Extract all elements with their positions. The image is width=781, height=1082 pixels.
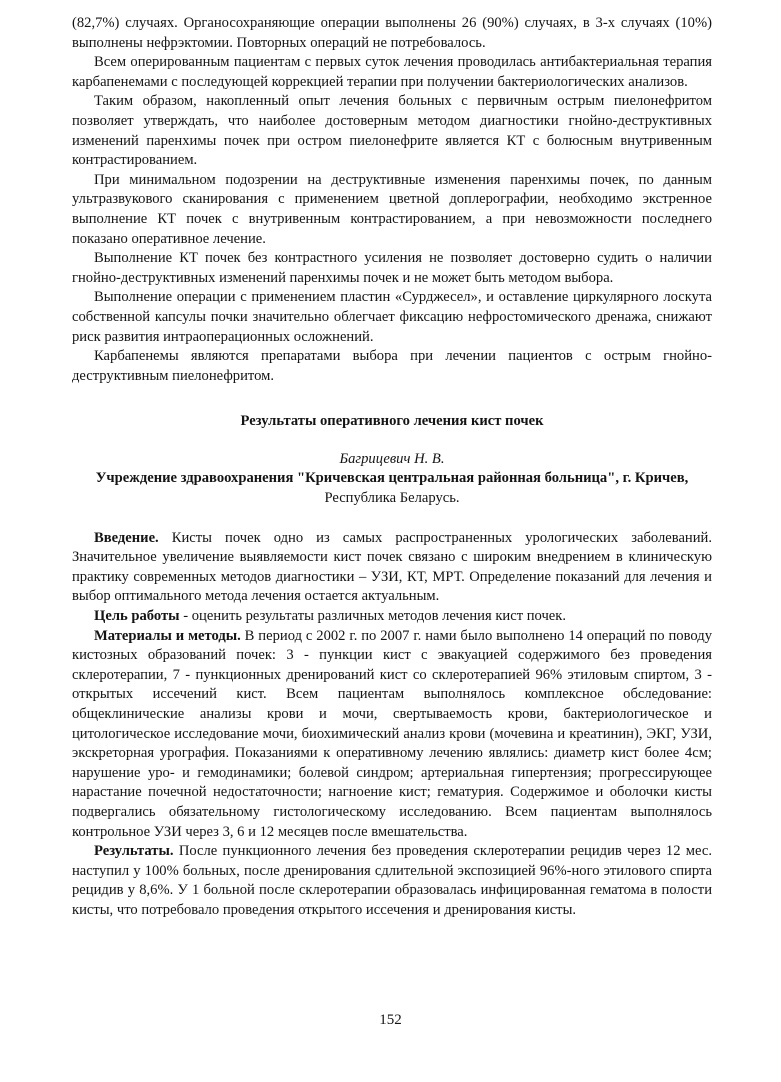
page-number: 152 bbox=[379, 1012, 402, 1028]
paragraph: (82,7%) случаях. Органосохраняющие операции выполнены 26 (90%) случаях, в 3-х случаях (10%) выполнены нефрэктомии. Повторных операций не потребовалось. bbox=[72, 15, 712, 51]
section-text: Кисты почек одно из самых распространенных урологических заболеваний. Значительное увеличение выявляемости кист почек связано с широким внедрением в клиническую практику современных методов диагностики – УЗИ, КТ, МРТ. Определение показаний для лечения и выбор оптимального метода лечения остается актуальным. bbox=[72, 529, 712, 605]
section-label: Материалы и методы. bbox=[94, 627, 241, 644]
article-affiliation-country: Республика Беларусь. bbox=[324, 490, 460, 507]
paragraph: Выполнение операции с применением пластин «Сурджесел», и оставление циркулярного лоскута собственной капсулы почки значительно облегчает фиксацию нефростомического дренажа, снижают риск развития интраоперационных осложнений. bbox=[72, 289, 712, 345]
section-results bbox=[72, 842, 712, 920]
article-author: Багрицевич Н. В. bbox=[339, 450, 445, 467]
section-text: В период с 2002 г. по 2007 г. нами было выполнено 14 операций по поводу кистозных образований почек: 3 - пункции кист с эвакуацией содержимого без проведения склеротерапии, 7 - пункционных дренирований кист со склеротерапией 96% этиловым спиртом, 3 - открытых иссечений кист. Всем пациентам выполнялось комплексное обследование: общеклинические анализы крови и мочи, свертываемость крови, бактериологическое и цитологическое исследование мочи, биохимический анализ крови (мочевина и креатинин), ЭКГ, УЗИ, экскреторная урография. Показаниями к оперативному лечению являлись: диаметр кист более 4см; нарушение уро- и гемодинамики; болевой синдром; артериальная гипертензия; прогрессирующее нарастание почечной недостаточности; нагноение кист; гематурия. Содержимое и оболочки кисты подвергались обязательному гистологическому исследованию. Всем пациентам выполнялось контрольное УЗИ через 3, 6 и 12 месяцев после вмешательства. bbox=[72, 627, 712, 840]
paragraph: Выполнение КТ почек без контрастного усиления не позволяет достоверно судить о наличии гнойно-деструктивных изменений паренхимы почек и не может быть методом выбора. bbox=[72, 250, 712, 286]
section-label: Результаты. bbox=[94, 843, 174, 860]
section-text: После пункционного лечения без проведения склеротерапии рецидив через 12 мес. наступил у 100% больных, после дренирования сдлительной экспозицией 96%-ного этилового спирта рецидив у 8,6%. У 1 больной после склеротерапии образовалась инфицированная гематома в полости кисты, что потребовало проведения открытого иссечения и дренирования кисты. bbox=[72, 843, 712, 918]
paragraph: Таким образом, накопленный опыт лечения больных с первичным острым пиелонефритом позволяет утверждать, что наиболее достоверным методом диагностики гнойно-деструктивных изменений паренхимы почек при остром пиелонефрите является КТ с болюсным внутривенным контрастированием. bbox=[72, 93, 712, 169]
paragraph: Всем оперированным пациентам с первых суток лечения проводилась антибактериальная терапия карбапенемами с последующей коррекцией терапии при получении бактериологических анализов. bbox=[72, 54, 712, 90]
article-affiliation: Учреждение здравоохранения "Кричевская центральная районная больница", г. Кричев, bbox=[95, 470, 689, 487]
paragraph: Карбапенемы являются препаратами выбора при лечении пациентов с острым гнойно-деструктивным пиелонефритом. bbox=[72, 348, 712, 384]
section-introduction bbox=[72, 529, 712, 607]
section-aim bbox=[72, 607, 712, 627]
section-label: Цель работы bbox=[94, 608, 180, 625]
paragraph: При минимальном подозрении на деструктивные изменения паренхимы почек, по данным ультразвукового сканирования с применением цветной доплерографии, необходимо экстренное выполнение КТ почек с внутривенным контрастированием, а при невозможности последнего показано оперативное лечение. bbox=[72, 171, 712, 247]
section-text: - оценить результаты различных методов лечения кист почек. bbox=[179, 608, 567, 625]
section-label: Введение. bbox=[94, 529, 159, 546]
article-title: Результаты оперативного лечения кист почек bbox=[240, 413, 544, 430]
page-body bbox=[72, 14, 712, 921]
section-methods bbox=[72, 627, 712, 843]
